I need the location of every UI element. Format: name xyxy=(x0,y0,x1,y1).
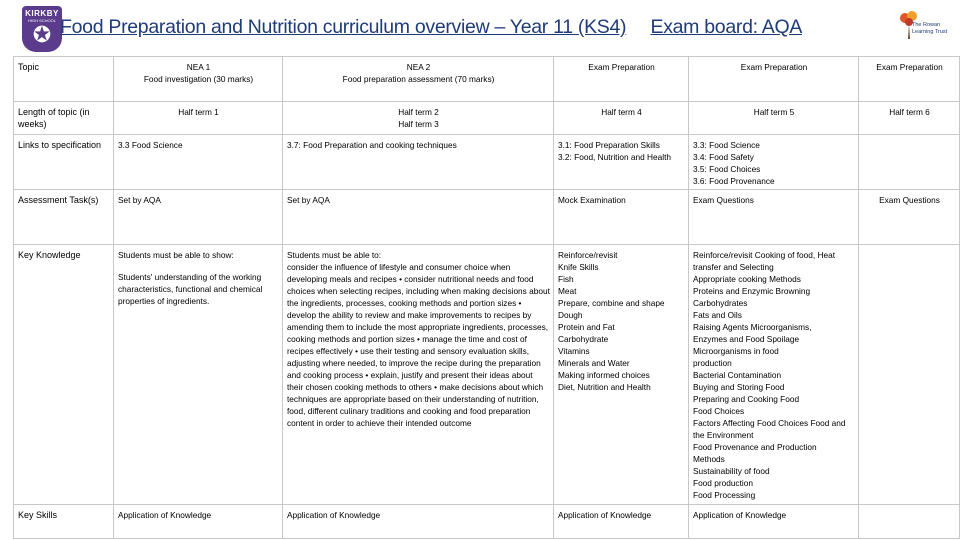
list-item: Making informed choices xyxy=(558,370,650,380)
topic-cell-1 xyxy=(114,57,283,102)
links-cell-2: 3.7: Food Preparation and cooking techniques xyxy=(283,135,554,190)
list-item: production xyxy=(693,358,732,368)
title-main: Food Preparation and Nutrition curriculum overview – Year 11 (KS4) xyxy=(60,16,627,38)
list-item: Food Processing xyxy=(693,490,756,500)
list-item: Sustainability of food xyxy=(693,466,770,476)
list-item: Microorganisms in food xyxy=(693,346,779,356)
knowledge-intro-2: Students must be able to: xyxy=(287,250,382,260)
list-item: 3.4: Food Safety xyxy=(693,152,754,162)
length-cell-2 xyxy=(283,102,554,135)
list-item: 3.2: Food, Nutrition and Health xyxy=(558,152,671,162)
knowledge-cell-5 xyxy=(859,245,960,505)
list-item: Carbohydrate xyxy=(558,334,609,344)
list-item: Knife Skills xyxy=(558,262,599,272)
list-item: Diet, Nutrition and Health xyxy=(558,382,651,392)
length-ht3: Half term 3 xyxy=(398,119,439,129)
list-item: Bacterial Contamination xyxy=(693,370,782,380)
row-label-length: Length of topic (in weeks) xyxy=(14,102,114,135)
topic-cell-3: Exam Preparation xyxy=(554,57,689,102)
table-row-topic xyxy=(14,57,960,102)
row-label-knowledge: Key Knowledge xyxy=(14,245,114,505)
list-item: Reinforce/revisit Cooking of food, Heat transfer and Selecting xyxy=(693,250,836,272)
trust-logo-line2: Learning Trust xyxy=(912,29,948,35)
table-row-assessment xyxy=(14,190,960,245)
length-cell-1: Half term 1 xyxy=(114,102,283,135)
list-item: Dough xyxy=(558,310,583,320)
list-item: 3.3: Food Science xyxy=(693,140,760,150)
list-item: Prepare, combine and shape xyxy=(558,298,665,308)
skills-cell-4: Application of Knowledge xyxy=(689,505,859,539)
knowledge-cell-3 xyxy=(554,245,689,505)
list-item: Minerals and Water xyxy=(558,358,630,368)
knowledge-text-2: consider the influence of lifestyle and consumer choice when developing meals and recipes • consider nutritional needs and food choices when selecting recipes, including when making decisions about the ingredients, processes, cooking methods and portion sizes • develop the ability to review and make improvements to recipes by amending them to include the most appropriate ingredients, processes, cooking methods and portion sizes • manage the time and cost of recipes effectively • use their testing and sensory evaluation skills, adjusting where needed, to improve the recipe during the preparation and cooking process • explain, justify and present their ideas about their chosen cooking methods to others • make decisions about which techniques are appropriate based on their understanding of nutrition, food, different culinary traditions and cooking and food preparation content in order to achieve their intended outcome xyxy=(287,262,550,428)
list-item: Methods xyxy=(693,454,725,464)
skills-cell-5 xyxy=(859,505,960,539)
list-item: Preparing and Cooking Food xyxy=(693,394,800,404)
links-cell-5 xyxy=(859,135,960,190)
list-item: Protein and Fat xyxy=(558,322,615,332)
list-item: Factors Affecting Food Choices Food and the Environment xyxy=(693,418,846,440)
list-item: Appropriate cooking Methods xyxy=(693,274,801,284)
page-header xyxy=(0,0,960,56)
assessment-cell-4: Exam Questions xyxy=(689,190,859,245)
table-row-skills xyxy=(14,505,960,539)
list-item: Proteins and Enzymic Browning xyxy=(693,286,811,296)
length-cell-5: Half term 6 xyxy=(859,102,960,135)
topic-cell-4: Exam Preparation xyxy=(689,57,859,102)
length-cell-4: Half term 5 xyxy=(689,102,859,135)
topic-cell-5: Exam Preparation xyxy=(859,57,960,102)
row-label-assessment: Assessment Task(s) xyxy=(14,190,114,245)
topic-nea2-desc: Food preparation assessment (70 marks) xyxy=(342,74,495,84)
list-item: Buying and Storing Food xyxy=(693,382,785,392)
topic-cell-2 xyxy=(283,57,554,102)
list-item: 3.5: Food Choices xyxy=(693,164,761,174)
list-item: Food production xyxy=(693,478,753,488)
page-title xyxy=(60,16,802,39)
school-logo-name: KIRKBY xyxy=(25,9,59,18)
list-item: Raising Agents Microorganisms, xyxy=(693,322,812,332)
knowledge-intro-1: Students must be able to show: xyxy=(118,250,234,260)
title-exam-board: Exam board: AQA xyxy=(650,16,803,38)
trust-logo xyxy=(898,10,960,44)
table-row-length xyxy=(14,102,960,135)
trust-logo-line1: The Rowan xyxy=(912,22,941,28)
assessment-cell-5: Exam Questions xyxy=(859,190,960,245)
row-label-links: Links to specification xyxy=(14,135,114,190)
skills-cell-3: Application of Knowledge xyxy=(554,505,689,539)
knowledge-cell-4 xyxy=(689,245,859,505)
list-item: Fish xyxy=(558,274,574,284)
assessment-cell-1: Set by AQA xyxy=(114,190,283,245)
links-cell-3 xyxy=(554,135,689,190)
list-item: Meat xyxy=(558,286,577,296)
curriculum-table xyxy=(13,56,960,539)
row-label-skills: Key Skills xyxy=(14,505,114,539)
assessment-cell-2: Set by AQA xyxy=(283,190,554,245)
assessment-cell-3: Mock Examination xyxy=(554,190,689,245)
links-cell-4 xyxy=(689,135,859,190)
list-item: Enzymes and Food Spoilage xyxy=(693,334,800,344)
school-logo-subtitle: HIGH SCHOOL xyxy=(27,18,56,23)
list-item: 3.6: Food Provenance xyxy=(693,176,775,186)
links-cell-1: 3.3 Food Science xyxy=(114,135,283,190)
row-label-topic: Topic xyxy=(14,57,114,102)
list-item: Fats and Oils xyxy=(693,310,742,320)
topic-nea2-title: NEA 2 xyxy=(406,62,431,72)
knowledge-cell-2 xyxy=(283,245,554,505)
list-item: Food Provenance and Production xyxy=(693,442,817,452)
list-item: 3.1: Food Preparation Skills xyxy=(558,140,660,150)
list-item: Food Choices xyxy=(693,406,745,416)
table-row-knowledge xyxy=(14,245,960,505)
length-ht2: Half term 2 xyxy=(398,107,439,117)
knowledge-cell-1 xyxy=(114,245,283,505)
school-logo xyxy=(22,6,62,52)
topic-nea1-title: NEA 1 xyxy=(186,62,211,72)
star-icon: ✪ xyxy=(32,22,52,47)
topic-nea1-desc: Food investigation (30 marks) xyxy=(143,74,254,84)
skills-cell-2: Application of Knowledge xyxy=(283,505,554,539)
list-item: Carbohydrates xyxy=(693,298,748,308)
table-row-links xyxy=(14,135,960,190)
knowledge-text-1: Students' understanding of the working characteristics, functional and chemical properties of ingredients. xyxy=(118,272,263,306)
list-item: Vitamins xyxy=(558,346,590,356)
length-cell-3: Half term 4 xyxy=(554,102,689,135)
list-item: Reinforce/revisit xyxy=(558,250,618,260)
skills-cell-1: Application of Knowledge xyxy=(114,505,283,539)
